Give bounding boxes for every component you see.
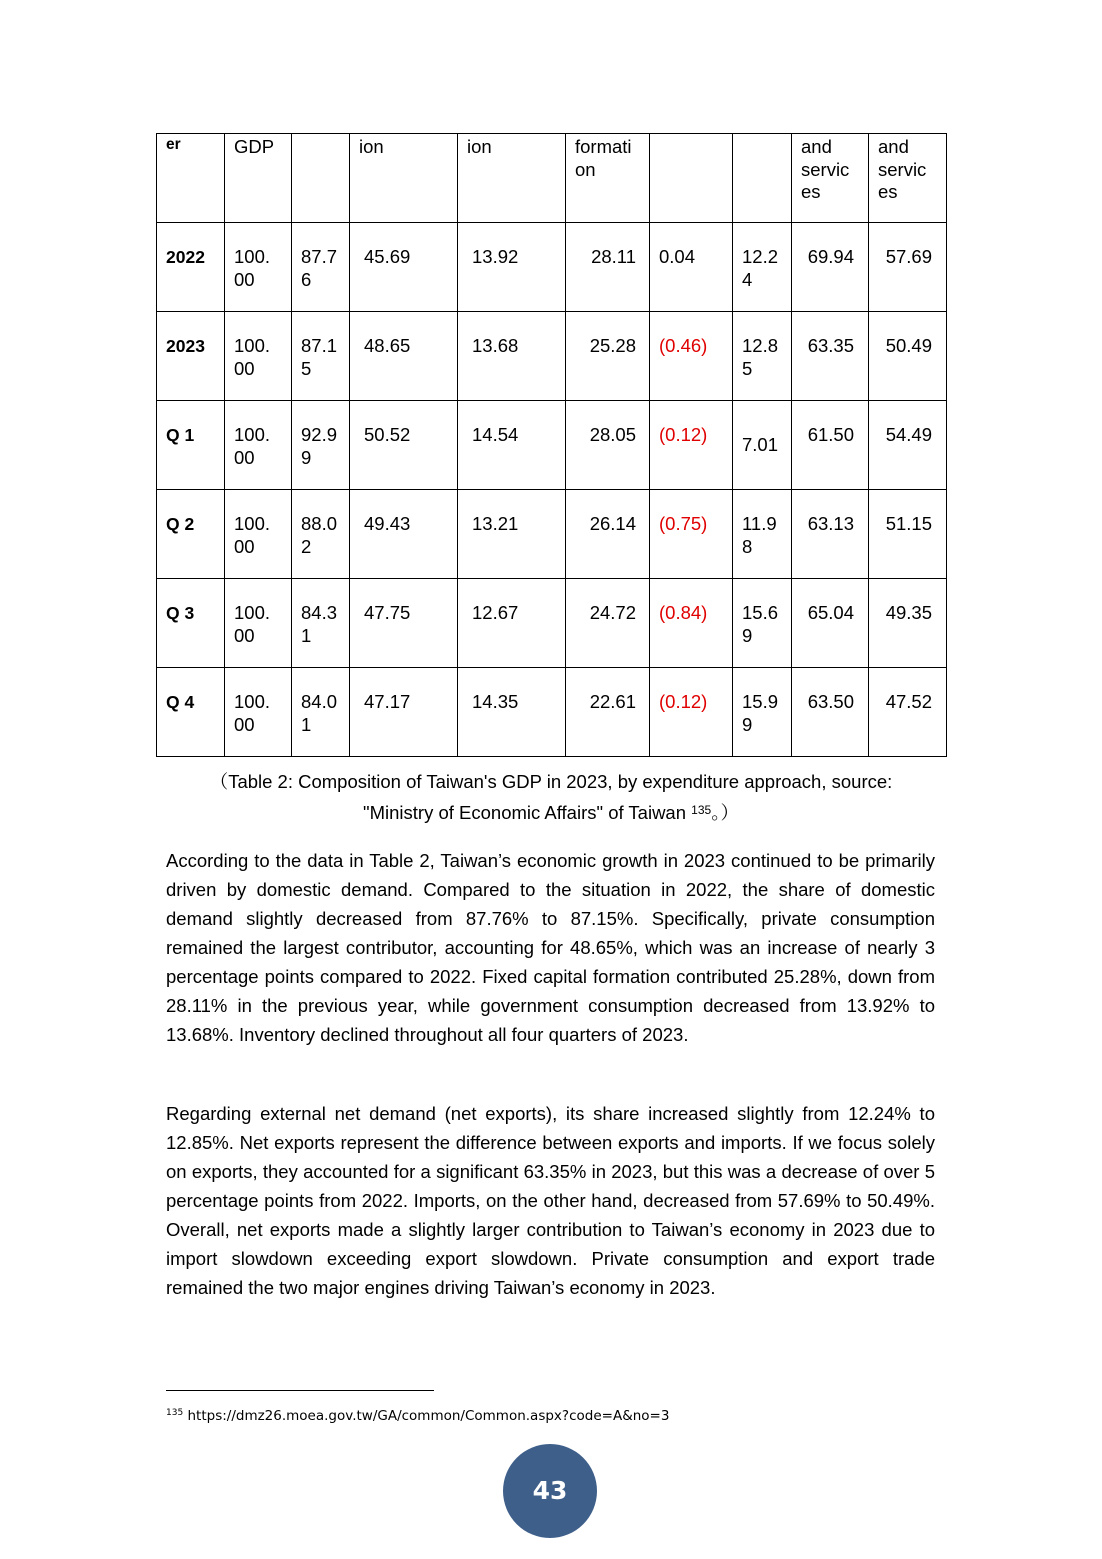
cell-exports: 69.94 bbox=[807, 246, 854, 267]
cell-inventory: (0.12) bbox=[659, 691, 708, 712]
cell-domestic-demand: 87.7 6 bbox=[301, 246, 338, 290]
cell-government-consumption: 13.21 bbox=[472, 513, 519, 534]
footnote bbox=[166, 1403, 669, 1426]
cell-net-exports: 12.2 4 bbox=[742, 246, 779, 290]
cell-gdp: 100. 00 bbox=[234, 335, 271, 379]
header-cell-exports: and servic es bbox=[801, 136, 850, 202]
table-row bbox=[157, 401, 947, 490]
table-header-row bbox=[157, 134, 947, 223]
footnote-number: 135 bbox=[166, 1408, 184, 1418]
cell-imports: 50.49 bbox=[885, 335, 932, 356]
caption-line-1: （Table 2: Composition of Taiwan's GDP in 2023, by expenditure approach, source: bbox=[209, 771, 893, 792]
caption-line-2 bbox=[156, 796, 946, 827]
gdp-composition-table bbox=[156, 133, 947, 757]
cell-net-exports: 7.01 bbox=[742, 434, 779, 455]
caption-end: 。） bbox=[711, 802, 739, 823]
cell-domestic-demand: 84.3 1 bbox=[301, 602, 338, 646]
header-cell-fixed: formati on bbox=[575, 136, 632, 180]
cell-government-consumption: 13.68 bbox=[472, 335, 519, 356]
cell-gdp: 100. 00 bbox=[234, 513, 271, 557]
cell-private-consumption: 48.65 bbox=[364, 335, 411, 356]
cell-imports: 54.49 bbox=[885, 424, 932, 445]
cell-private-consumption: 49.43 bbox=[364, 513, 411, 534]
cell-imports: 47.52 bbox=[885, 691, 932, 712]
cell-government-consumption: 13.92 bbox=[472, 246, 519, 267]
cell-inventory: (0.12) bbox=[659, 424, 708, 445]
cell-fixed-capital: 22.61 bbox=[589, 691, 636, 712]
cell-exports: 63.13 bbox=[807, 513, 854, 534]
cell-inventory: (0.75) bbox=[659, 513, 708, 534]
cell-domestic-demand: 87.1 5 bbox=[301, 335, 338, 379]
table-row bbox=[157, 668, 947, 757]
cell-exports: 63.35 bbox=[807, 335, 854, 356]
page-number: 43 bbox=[532, 1476, 568, 1505]
cell-period: 2022 bbox=[166, 247, 205, 267]
cell-period: Q 2 bbox=[166, 514, 195, 534]
header-cell-domestic bbox=[292, 134, 349, 136]
cell-imports: 57.69 bbox=[885, 246, 932, 267]
cell-government-consumption: 14.35 bbox=[472, 691, 519, 712]
cell-net-exports: 15.9 9 bbox=[742, 691, 779, 735]
cell-domestic-demand: 88.0 2 bbox=[301, 513, 338, 557]
cell-inventory: (0.46) bbox=[659, 335, 708, 356]
cell-fixed-capital: 24.72 bbox=[589, 602, 636, 623]
cell-private-consumption: 47.17 bbox=[364, 691, 411, 712]
cell-period: Q 3 bbox=[166, 603, 195, 623]
caption-source: "Ministry of Economic Affairs" of Taiwan bbox=[363, 802, 692, 823]
cell-private-consumption: 50.52 bbox=[364, 424, 411, 445]
header-cell-net-exports bbox=[733, 134, 791, 136]
cell-net-exports: 11.9 8 bbox=[742, 513, 777, 557]
cell-net-exports: 15.6 9 bbox=[742, 602, 779, 646]
table-caption bbox=[156, 767, 946, 827]
cell-gdp: 100. 00 bbox=[234, 602, 271, 646]
cell-imports: 49.35 bbox=[885, 602, 932, 623]
table-row bbox=[157, 223, 947, 312]
cell-fixed-capital: 28.05 bbox=[589, 424, 636, 445]
cell-inventory: (0.84) bbox=[659, 602, 708, 623]
footnote-url[interactable]: https://dmz26.moea.gov.tw/GA/common/Common.aspx?code=A&no=3 bbox=[183, 1408, 670, 1424]
caption-footnote-ref[interactable]: 135 bbox=[691, 803, 712, 817]
cell-net-exports: 12.8 5 bbox=[742, 335, 779, 379]
cell-gdp: 100. 00 bbox=[234, 424, 271, 468]
footnote-divider bbox=[166, 1390, 434, 1391]
cell-exports: 65.04 bbox=[807, 602, 854, 623]
cell-fixed-capital: 28.11 bbox=[591, 246, 636, 267]
cell-exports: 61.50 bbox=[807, 424, 854, 445]
cell-period: 2023 bbox=[166, 336, 205, 356]
body-paragraph-2: Regarding external net demand (net exports), its share increased slightly from 12.24% to 12.85%. Net exports represent the difference between exports and imports. If we focus solely on exports, they accounted for a significant 63.35% in 2023, but this was a decrease of over 5 percentage points from 2022. Imports, on the other hand, decreased from 57.69% to 50.49%. Overall, net exports made a slightly larger contribution to Taiwan’s economy in 2023 due to import slowdown exceeding export slowdown. Private consumption and export trade remained the two major engines driving Taiwan’s economy in 2023. bbox=[166, 1103, 935, 1298]
table-row bbox=[157, 579, 947, 668]
cell-government-consumption: 12.67 bbox=[472, 602, 519, 623]
cell-private-consumption: 45.69 bbox=[364, 246, 411, 267]
cell-government-consumption: 14.54 bbox=[472, 424, 519, 445]
cell-gdp: 100. 00 bbox=[234, 691, 271, 735]
header-cell-period: er bbox=[166, 136, 181, 153]
cell-gdp: 100. 00 bbox=[234, 246, 271, 290]
cell-period: Q 1 bbox=[166, 425, 195, 445]
cell-period: Q 4 bbox=[166, 692, 195, 712]
header-cell-private: ion bbox=[359, 136, 384, 157]
header-cell-government: ion bbox=[467, 136, 492, 157]
cell-fixed-capital: 25.28 bbox=[589, 335, 636, 356]
page-number-badge bbox=[503, 1444, 597, 1538]
cell-domestic-demand: 92.9 9 bbox=[301, 424, 338, 468]
table-row bbox=[157, 490, 947, 579]
table-row bbox=[157, 312, 947, 401]
body-paragraph-1: According to the data in Table 2, Taiwan’s economic growth in 2023 continued to be primarily driven by domestic demand. Compared to the situation in 2022, the share of domestic demand slightly decreased from 87.76% to 87.15%. Specifically, private consumption remained the largest contributor, accounting for 48.65%, which was an increase of nearly 3 percentage points compared to 2022. Fixed capital formation contributed 25.28%, down from 28.11% in the previous year, while government consumption decreased from 13.92% to 13.68%. Inventory declined throughout all four quarters of 2023. bbox=[166, 850, 935, 1045]
header-cell-inventory bbox=[650, 134, 732, 136]
header-cell-gdp: GDP bbox=[234, 136, 275, 157]
cell-inventory: 0.04 bbox=[659, 246, 696, 267]
header-cell-imports: and servic es bbox=[878, 136, 927, 202]
cell-fixed-capital: 26.14 bbox=[589, 513, 636, 534]
cell-exports: 63.50 bbox=[807, 691, 854, 712]
cell-imports: 51.15 bbox=[885, 513, 932, 534]
cell-private-consumption: 47.75 bbox=[364, 602, 411, 623]
cell-domestic-demand: 84.0 1 bbox=[301, 691, 338, 735]
